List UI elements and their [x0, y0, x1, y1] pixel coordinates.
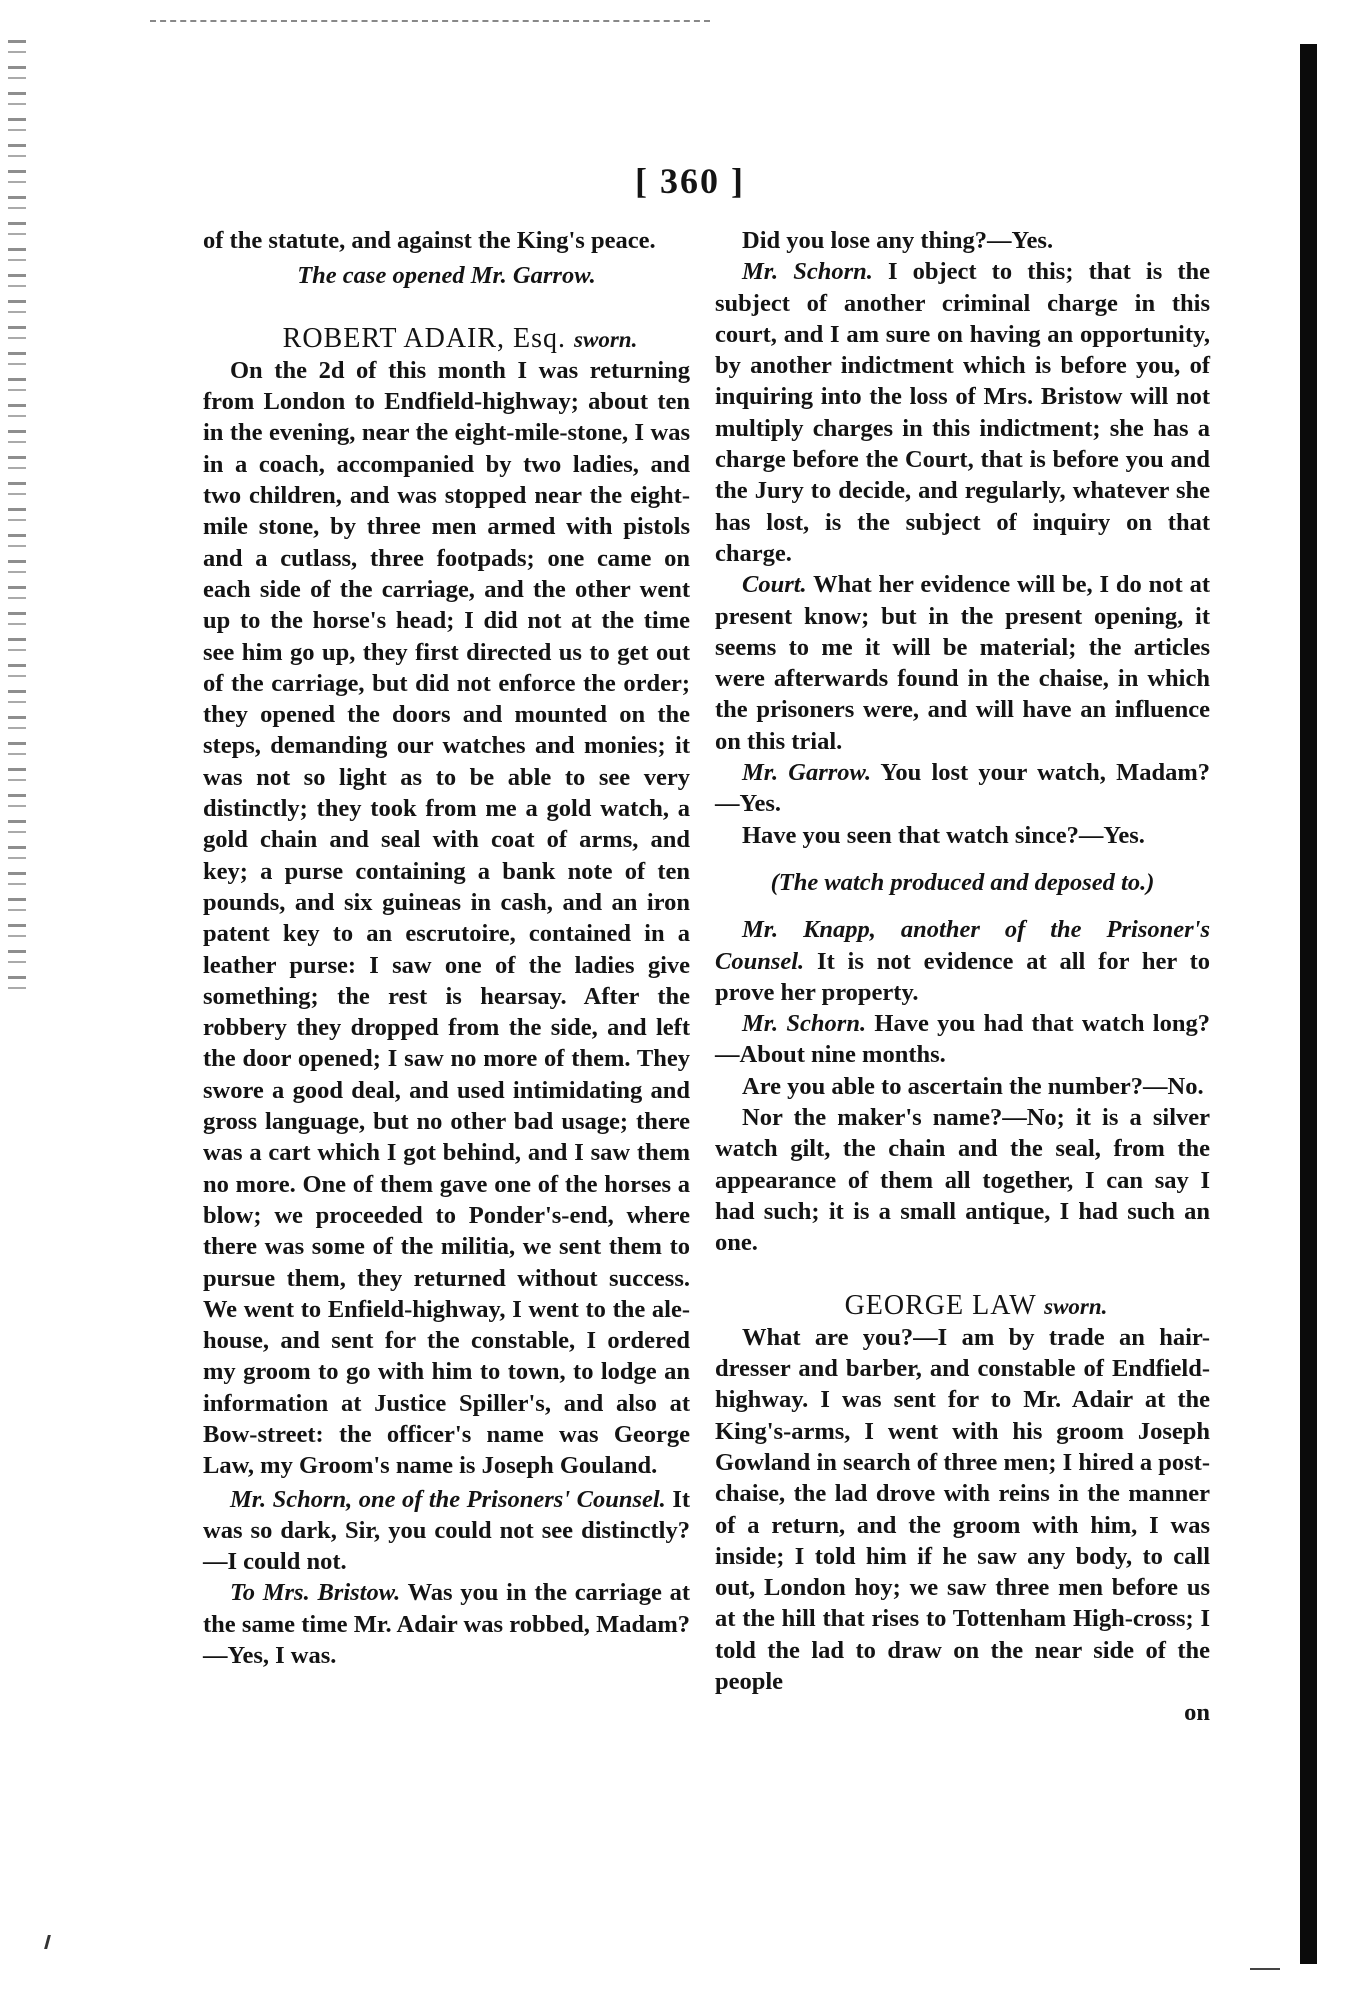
page-number: [ 360 ]: [635, 161, 745, 201]
paragraph: of the statute, and against the King's peace.: [203, 227, 656, 254]
speaker: To Mrs. Bristow.: [230, 1579, 401, 1607]
speech: It was so dark, Sir, you could not see distinctly?—I could not.: [203, 1485, 691, 1576]
speech: Have you had that watch long?—About nine months.: [715, 1010, 1210, 1069]
catchword: on: [1184, 1699, 1210, 1727]
testimony-paragraph: What are you?—I am by trade an hair-dresser and barber, and constable of Endfield-highway. I was sent for to Mr. Adair at the King's-arms, I went with his groom Joseph Gowland in search of three men; I hired a post-chaise, the lad drove with reins in the manner of a return, and the groom with him, I was inside; I told him if he saw any body, to call out, London hoy; we saw three men before us at the hill that rises to Tottenham High-cross; I told the lad to draw on the near side of the people: [715, 1323, 1210, 1696]
right-column: [715, 225, 1210, 1729]
testimony-paragraph: [203, 1577, 690, 1671]
binding-margin-marks: [0, 40, 40, 1000]
stray-mark: [44, 1935, 51, 1949]
speech: It is not evidence at all for her to prove her property.: [715, 947, 1211, 1006]
testimony-paragraph: [715, 256, 1210, 569]
speaker: Mr. Schorn, one of the Prisoners' Counsel.: [230, 1485, 666, 1513]
testimony-paragraph: Have you seen that watch since?—Yes.: [742, 821, 1145, 849]
speaker: Mr. Garrow.: [742, 759, 872, 787]
testimony-paragraph: Nor the maker's name?—No; it is a silver watch gilt, the chain and the seal, from the appearance of them all together, I can say I had such; it is a small antique, I had such an one.: [715, 1104, 1210, 1257]
case-opened-note: The case opened Mr. Garrow.: [297, 262, 596, 290]
testimony-paragraph: [715, 569, 1210, 757]
sworn-label: sworn.: [1044, 1293, 1108, 1319]
witness-name: ROBERT ADAIR, Esq.: [282, 322, 567, 354]
witness-heading: [203, 323, 690, 355]
speech: What her evidence will be, I do not at present know; but in the present opening, it seems to me it will be material; the articles were afterwards found in the chaise, in which the prisoners were, and will have an influence on this trial.: [715, 571, 1210, 755]
top-rule: [150, 20, 710, 22]
speech: Was you in the carriage at the same time Mr. Adair was robbed, Madam?—Yes, I was.: [203, 1579, 690, 1670]
speech: I object to this; that is the subject of another criminal charge in this court, and I am sure on having an opportunity, by another indictment which is before you, of inquiring into the loss of Mrs. Bristow will not multiply charges in this indictment; she has a charge before the Court, that is before you and the Jury to decide, and regularly, whatever she has lost, is the subject of inquiry on that charge.: [715, 258, 1210, 567]
page-edge-bar: [1300, 44, 1317, 1964]
left-column: [203, 225, 690, 1671]
speaker: Mr. Schorn.: [742, 1010, 867, 1038]
testimony-paragraph: Did you lose any thing?—Yes.: [742, 227, 1054, 254]
speaker: Mr. Knapp, another of the Prisoner's Counsel.: [715, 916, 1210, 975]
speaker: Court.: [742, 571, 807, 599]
testimony-paragraph: [715, 1008, 1210, 1071]
testimony-paragraph: [715, 757, 1210, 820]
speaker: Mr. Schorn.: [742, 258, 873, 286]
testimony-paragraph: On the 2d of this month I was returning from London to Endfield-highway; about ten in the evening, near the eight-mile-stone, I was in a coach, accompanied by two ladies, and two children, and was stopped near the eight-mile stone, by three men armed with pistols and a cutlass, three footpads; one came on each side of the carriage, and the other went up to the horse's head; I did not at the time see him go up, they first directed us to get out of the carriage, but did not enforce the order; they opened the doors and mounted on the steps, demanding our watches and monies; it was not so light as to be able to see very distinctly; they took from me a gold watch, a gold chain and seal with coat of arms, and key; a purse containing a bank note of ten pounds, and six guineas in cash, and an iron patent key to an escrutoire, contained in a leather purse: I saw one of the ladies give something; the rest is hearsay. After the robbery they dropped from the side, and left the door opened; I saw no more of them. They swore a good deal, and used intimidating and gross language, but no other bad usage; there was a cart which I got behind, and I saw them no more. One of them gave one of the horses a blow; we proceeded to Ponder's-end, where there was some of the militia, we sent them to pursue them, they returned without success. We went to Enfield-highway, I went to the ale-house, and sent for the constable, I ordered my groom to go with him to town, to lodge an information at Justice Spiller's, and also at Bow-street: the officer's name was George Law, my Groom's name is Joseph Gouland.: [203, 356, 690, 1480]
testimony-paragraph: [203, 1484, 690, 1578]
speech: You lost your watch, Madam?—Yes.: [715, 759, 1210, 818]
testimony-paragraph: [715, 914, 1210, 1008]
footer-mark: [1250, 1968, 1280, 1970]
exhibit-note: (The watch produced and deposed to.): [770, 868, 1155, 896]
witness-heading: [715, 1290, 1210, 1322]
witness-name: GEORGE LAW: [844, 1289, 1037, 1321]
sworn-label: sworn.: [574, 326, 638, 352]
testimony-paragraph: Are you able to ascertain the number?—No.: [742, 1072, 1204, 1100]
